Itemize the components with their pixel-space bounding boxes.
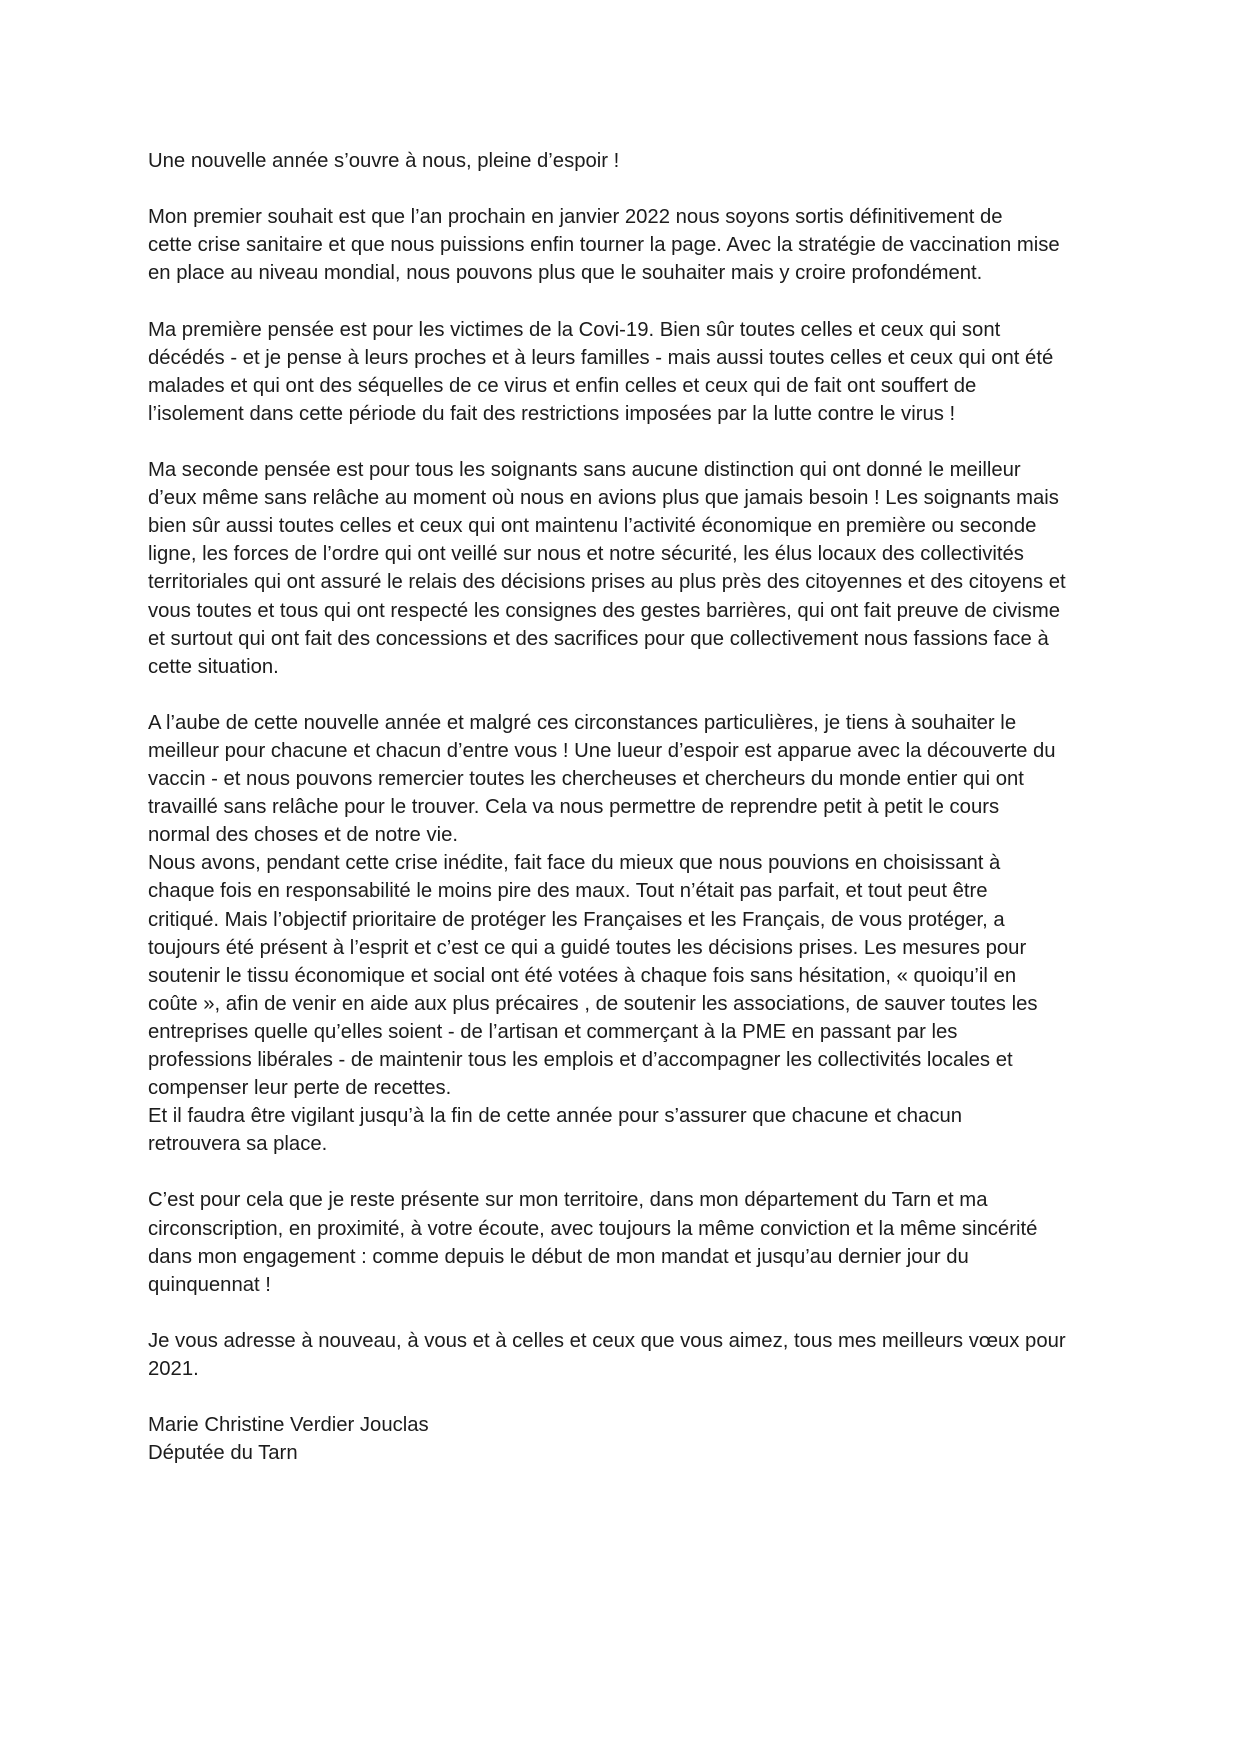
text-line: C’est pour cela que je reste présente sur mon territoire, dans mon département du Tarn et ma xyxy=(148,1189,988,1212)
letter-greeting: Une nouvelle année s’ouvre à nous, pleine d’espoir ! xyxy=(148,150,620,172)
text-line: cette situation. xyxy=(148,655,279,678)
text-line: cette crise sanitaire et que nous puissions enfin tourner la page. Avec la stratégie de vaccination mise xyxy=(148,234,1060,257)
paragraph-gap xyxy=(148,1158,1098,1186)
paragraph-commitment xyxy=(148,1186,1098,1298)
signature-name: Marie Christine Verdier Jouclas xyxy=(148,1414,429,1437)
text-line: dans mon engagement : comme depuis le début de mon mandat et jusqu’au dernier jour du xyxy=(148,1245,969,1268)
text-line: Ma première pensée est pour les victimes de la Covi-19. Bien sûr toutes celles et ceux qui sont xyxy=(148,318,1001,341)
paragraph-second-thought xyxy=(148,456,1098,681)
text-line: critiqué. Mais l’objectif prioritaire de protéger les Françaises et les Français, de vous protéger, a xyxy=(148,908,1005,931)
text-line: soutenir le tissu économique et social ont été votées à chaque fois sans hésitation, « quoiqu’il en xyxy=(148,964,1017,987)
text-line: Mon premier souhait est que l’an prochain en janvier 2022 nous soyons sortis définitivement de xyxy=(148,206,1003,229)
text-line: d’eux même sans relâche au moment où nous en avions plus que jamais besoin ! Les soignants mais xyxy=(148,487,1059,510)
text-line: circonscription, en proximité, à votre écoute, avec toujours la même conviction et la même sincérité xyxy=(148,1217,1038,1240)
text-line: décédés - et je pense à leurs proches et à leurs familles - mais aussi toutes celles et ceux qui ont été xyxy=(148,346,1054,369)
text-line: en place au niveau mondial, nous pouvons plus que le souhaiter mais y croire profondément. xyxy=(148,262,983,285)
text-line: bien sûr aussi toutes celles et ceux qui ont maintenu l’activité économique en première ou seconde xyxy=(148,515,1037,538)
text-line: malades et qui ont des séquelles de ce virus et enfin celles et ceux qui de fait ont souffert de xyxy=(148,374,977,397)
text-line: retrouvera sa place. xyxy=(148,1133,328,1156)
paragraph-gap xyxy=(148,175,1098,203)
text-line: toujours été présent à l’esprit et c’est ce qui a guidé toutes les décisions prises. Les mesures pour xyxy=(148,936,1027,959)
paragraph-first-wish xyxy=(148,203,1098,287)
paragraph-gap xyxy=(148,681,1098,709)
text-line: normal des choses et de notre vie. xyxy=(148,824,459,847)
text-line: A l’aube de cette nouvelle année et malgré ces circonstances particulières, je tiens à souhaiter le xyxy=(148,711,1017,734)
text-line: Je vous adresse à nouveau, à vous et à celles et ceux que vous aimez, tous mes meilleurs vœux pour xyxy=(148,1329,1066,1352)
text-line: Ma seconde pensée est pour tous les soignants sans aucune distinction qui ont donné le meilleur xyxy=(148,459,1021,482)
text-line: coûte », afin de venir en aide aux plus précaires , de soutenir les associations, de sauver toutes les xyxy=(148,992,1038,1015)
text-line: Nous avons, pendant cette crise inédite, fait face du mieux que nous pouvions en choisissant à xyxy=(148,852,1001,875)
text-line: l’isolement dans cette période du fait des restrictions imposées par la lutte contre le virus ! xyxy=(148,402,956,425)
paragraph-gap xyxy=(148,1383,1098,1411)
paragraph-wishes xyxy=(148,1327,1098,1383)
paragraph-gap xyxy=(148,1299,1098,1327)
text-line: chaque fois en responsabilité le moins pire des maux. Tout n’était pas parfait, et tout peut être xyxy=(148,880,988,903)
paragraph-new-year xyxy=(148,709,1098,1159)
text-line: entreprises quelle qu’elles soient - de l’artisan et commerçant à la PME en passant par les xyxy=(148,1020,958,1043)
signature-title: Députée du Tarn xyxy=(148,1442,298,1465)
text-line: quinquennat ! xyxy=(148,1273,271,1296)
text-line: meilleur pour chacune et chacun d’entre vous ! Une lueur d’espoir est apparue avec la découverte du xyxy=(148,739,1056,762)
text-line: territoriales qui ont assuré le relais des décisions prises au plus près des citoyennes et des citoyens et xyxy=(148,571,1066,594)
text-line: ligne, les forces de l’ordre qui ont veillé sur nous et notre sécurité, les élus locaux des collectivités xyxy=(148,543,1024,566)
signature-block xyxy=(148,1411,1098,1467)
text-line: vaccin - et nous pouvons remercier toutes les chercheuses et chercheurs du monde entier qui ont xyxy=(148,768,1024,791)
text-line: Et il faudra être vigilant jusqu’à la fin de cette année pour s’assurer que chacune et chacun xyxy=(148,1105,963,1128)
paragraph-gap xyxy=(148,287,1098,315)
text-line: vous toutes et tous qui ont respecté les consignes des gestes barrières, qui ont fait preuve de civisme xyxy=(148,599,1061,622)
paragraph-gap xyxy=(148,428,1098,456)
paragraph-first-thought xyxy=(148,316,1098,428)
text-line: compenser leur perte de recettes. xyxy=(148,1077,452,1100)
text-line: professions libérales - de maintenir tous les emplois et d’accompagner les collectivités locales et xyxy=(148,1049,1013,1071)
letter-body xyxy=(148,147,1098,1467)
text-line: et surtout qui ont fait des concessions et des sacrifices pour que collectivement nous fassions face à xyxy=(148,627,1049,650)
text-line: travaillé sans relâche pour le trouver. Cela va nous permettre de reprendre petit à petit le cours xyxy=(148,796,1000,819)
text-line: 2021. xyxy=(148,1358,199,1381)
